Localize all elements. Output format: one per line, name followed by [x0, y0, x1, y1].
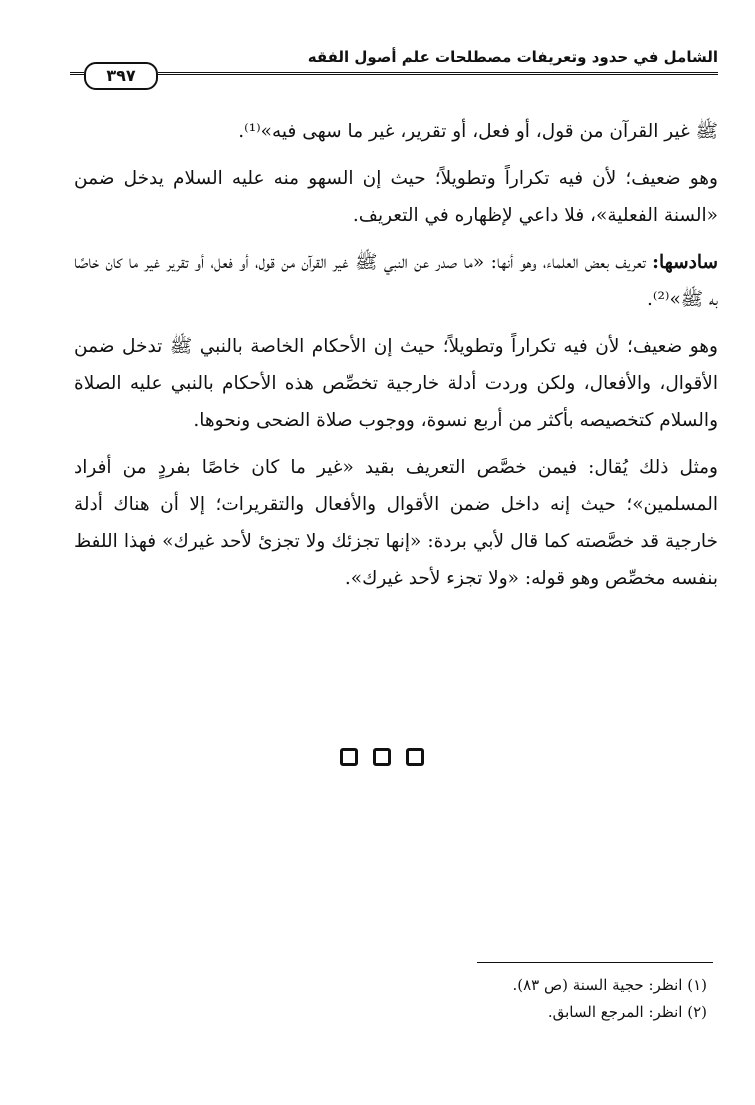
paragraph-5 [74, 449, 718, 597]
paragraph-2 [74, 160, 718, 234]
footnote-2: (٢) انظر: المرجع السابق. [547, 1003, 707, 1021]
section-end-ornament [340, 748, 424, 766]
footnote-1: (١) انظر: حجية السنة (ص ٨٣). [512, 976, 707, 994]
square-ornament-icon [406, 748, 424, 766]
body-text [74, 113, 718, 603]
paragraph-text: ومثل ذلك يُقال: فيمن خصَّص التعريف بقيد «غير ما كان خاصًا بفردٍ من أفراد المسلمين»؛ حيث إنه داخل ضمن الأقوال والأفعال والتقريرات؛ إلا أن هناك أدلة خارجية قد خصَّصته كما قال لأبي بردة: «إنها تجزئك ولا تجزئ لأحد غيرك» فهذا اللفظ بنفسه مخصِّص وهو قوله: «ولا تجزء لأحد غيرك». [74, 457, 718, 589]
header-rule-left [70, 72, 84, 75]
header-rule [158, 72, 718, 75]
paragraph-1 [74, 113, 718, 150]
paragraph-3 [74, 244, 718, 318]
paragraph-text: تعريف بعض العلماء، وهو أنها: «ما صدر عن النبي ﷺ غير القرآن من قول، أو فعل، أو تقرير غير ما كان خاصًا به ﷺ»⁽²⁾. [74, 252, 718, 310]
paragraph-text: ﷺ غير القرآن من قول، أو فعل، أو تقرير، غير ما سهى فيه»⁽¹⁾. [238, 121, 718, 142]
running-title: الشامل في حدود وتعريفات مصطلحات علم أصول الفقه [307, 48, 718, 66]
paragraph-text: وهو ضعيف؛ لأن فيه تكراراً وتطويلاً؛ حيث إن الأحكام الخاصة بالنبي ﷺ تدخل ضمن الأقوال، والأفعال، ولكن وردت أدلة خارجية تخصِّص هذه الأحكام بالنبي عليه الصلاة والسلام كتخصيصه بأكثر من أربع نسوة، ووجوب صلاة الضحى ونحوها. [74, 336, 718, 431]
footnote-separator [477, 962, 713, 963]
paragraph-4 [74, 328, 718, 439]
footnotes [307, 972, 707, 1026]
paragraph-text: وهو ضعيف؛ لأن فيه تكراراً وتطويلاً؛ حيث إن السهو منه عليه السلام يدخل ضمن «السنة الفعلية»، فلا داعي لإظهاره في التعريف. [74, 168, 718, 226]
page-number: ٣٩٧ [84, 62, 158, 90]
square-ornament-icon [373, 748, 391, 766]
square-ornament-icon [340, 748, 358, 766]
paragraph-lead: سادسها: [652, 252, 718, 273]
page-header [70, 40, 718, 104]
